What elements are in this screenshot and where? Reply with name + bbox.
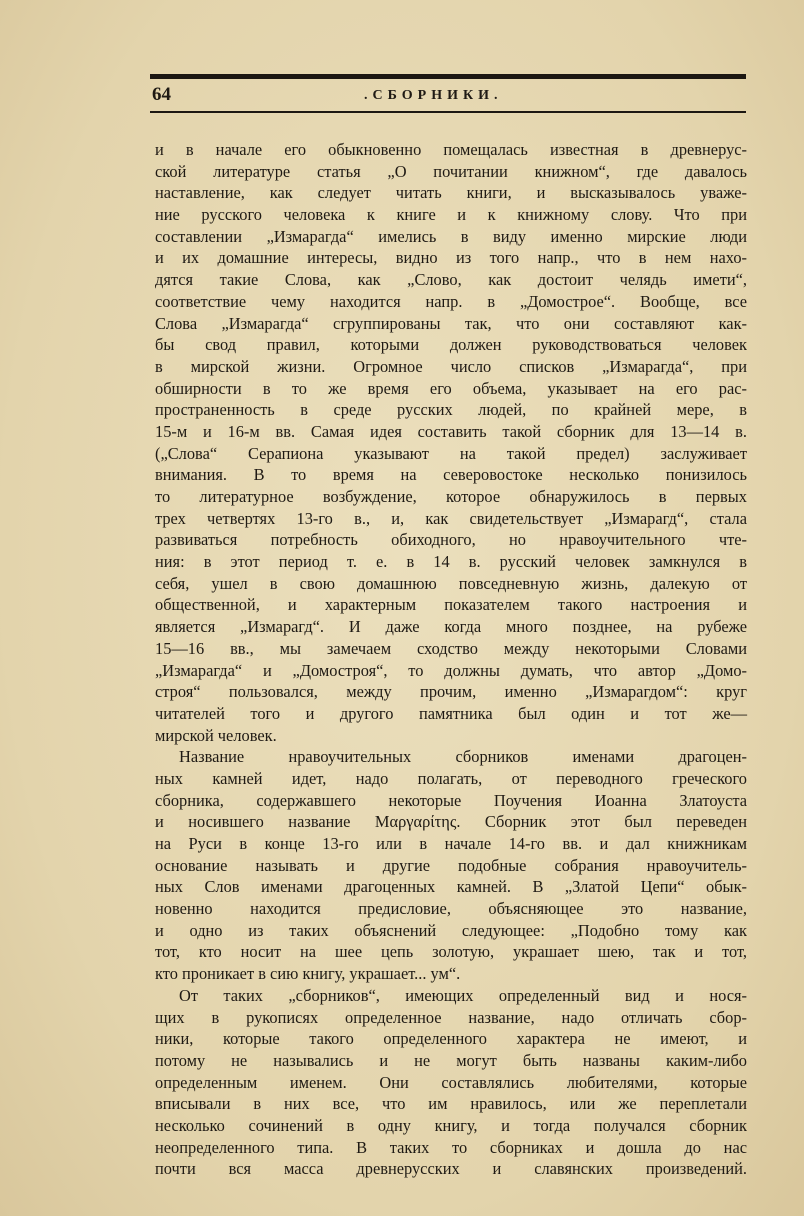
text-line: читателей того и другого памятника был один и тот же— <box>155 703 747 723</box>
text-line: Слова „Измарагда“ сгруппированы так, что они составляют как- <box>155 313 747 333</box>
text-line: ние русского человека к книге и к книжному слову. Что при <box>155 205 747 225</box>
text-line: трех четвертях 13-го в., и, как свидетельствует „Измарагд“, стала <box>155 508 747 528</box>
text-line: и в начале его обыкновенно помещалась известная в древнерус- <box>155 140 747 159</box>
page-number: 64 <box>152 84 171 105</box>
page-header <box>152 84 744 108</box>
text-line: 15-м и 16-м вв. Самая идея составить такой сборник для 13—14 в. <box>155 421 747 441</box>
text-line: определенным именем. Они составлялись любителями, которые <box>155 1072 747 1092</box>
text-line: тот, кто носит на шее цепь золотую, украшает шею, так и тот, <box>155 942 747 962</box>
running-title: .СБОРНИКИ. <box>364 88 503 103</box>
text-line: общественной, и характерным показателем такого настроения и <box>155 595 747 615</box>
text-line: и их домашние интересы, видно из того напр., что в нем нахо- <box>155 248 747 268</box>
text-line: развиваться потребность обиходного, но нравоучительного чте- <box>155 530 747 550</box>
text-line: ния: в этот период т. е. в 14 в. русский человек замкнулся в <box>155 552 747 572</box>
text-line: ской литературе статья „О почитании книжном“, где давалось <box>155 161 747 181</box>
text-line: несколько сочинений в одну книгу, и тогда получался сборник <box>155 1115 747 1135</box>
text-line: новенно находится предисловие, объясняющее это название, <box>155 899 747 919</box>
text-line: Название нравоучительных сборников именами драгоцен- <box>179 747 747 767</box>
text-line: дятся такие Слова, как „Слово, как достоит челядь имети“, <box>155 270 747 290</box>
text-line: пространенность в среде русских людей, по крайней мере, в <box>155 400 747 420</box>
text-line: и одно из таких объяснений следующее: „Подобно тому как <box>155 920 747 940</box>
text-line: то литературное возбуждение, которое обнаружилось в первых <box>155 487 747 506</box>
text-line: бы свод правил, которыми должен руководствоваться человек <box>155 335 747 355</box>
text-line: себя, ушел в свою домашнюю повседневную жизнь, далекую от <box>155 573 747 593</box>
text-line: является „Измарагд“. И даже когда много позднее, на рубеже <box>155 617 747 637</box>
text-line: основание называть и другие подобные собрания нравоучитель- <box>155 855 747 875</box>
text-line: сборника, содержавшего некоторые Поучения Иоанна Златоуста <box>155 790 747 810</box>
text-line: ники, которые такого определенного характера не имеют, и <box>155 1029 747 1049</box>
text-line: кто проникает в сию книгу, украшает... ум“. <box>155 964 461 984</box>
text-line: составлении „Измарагда“ имелись в виду именно мирские люди <box>155 226 747 246</box>
text-line: в мирской жизни. Огромное число списков „Измарагда“, при <box>155 356 747 376</box>
text-line: 15—16 вв., мы замечаем сходство между некоторыми Словами <box>155 638 747 658</box>
text-line: „Измарагда“ и „Домостроя“, то должны думать, что автор „Домо- <box>155 660 747 680</box>
body-text <box>155 139 747 1180</box>
text-line: на Руси в конце 13-го или в начале 14-го вв. и дал книжникам <box>155 834 747 853</box>
text-line: и носившего название Μαργαρίτης. Сборник этот был переведен <box>155 812 747 832</box>
text-line: внимания. В то время на северовостоке несколько понизилось <box>155 465 747 485</box>
text-line: соответствие чему находится напр. в „Домострое“. Вообще, все <box>155 291 747 311</box>
text-line: обширности в то же время его объема, указывает на его рас- <box>155 378 747 398</box>
text-line: От таких „сборников“, имеющих определенный вид и нося- <box>179 985 747 1005</box>
text-line: ных Слов именами драгоценных камней. В „Златой Цепи“ обык- <box>155 877 747 897</box>
text-line: щих в рукописях определенное название, надо отличать сбор- <box>155 1007 747 1027</box>
text-line: ных камней идет, надо полагать, от переводного греческого <box>155 768 747 788</box>
text-line: почти вся масса древнерусских и славянских произведений. <box>155 1159 747 1179</box>
header-rule-bottom <box>150 111 746 113</box>
text-line: строя“ пользовался, между прочим, именно „Измарагдом“: круг <box>155 682 747 702</box>
text-line: вписывали в них все, что им нравилось, или же переплетали <box>155 1094 747 1114</box>
text-line: неопределенного типа. В таких то сборниках и дошла до нас <box>155 1137 747 1157</box>
text-line: мирской человек. <box>155 725 277 745</box>
text-line: („Слова“ Серапиона указывают на такой предел) заслуживает <box>155 443 747 463</box>
header-rule-top <box>150 74 746 79</box>
text-line: потому не назывались и не могут быть названы каким-либо <box>155 1050 747 1070</box>
text-line: наставление, как следует читать книги, и высказывалось уваже- <box>155 183 747 203</box>
